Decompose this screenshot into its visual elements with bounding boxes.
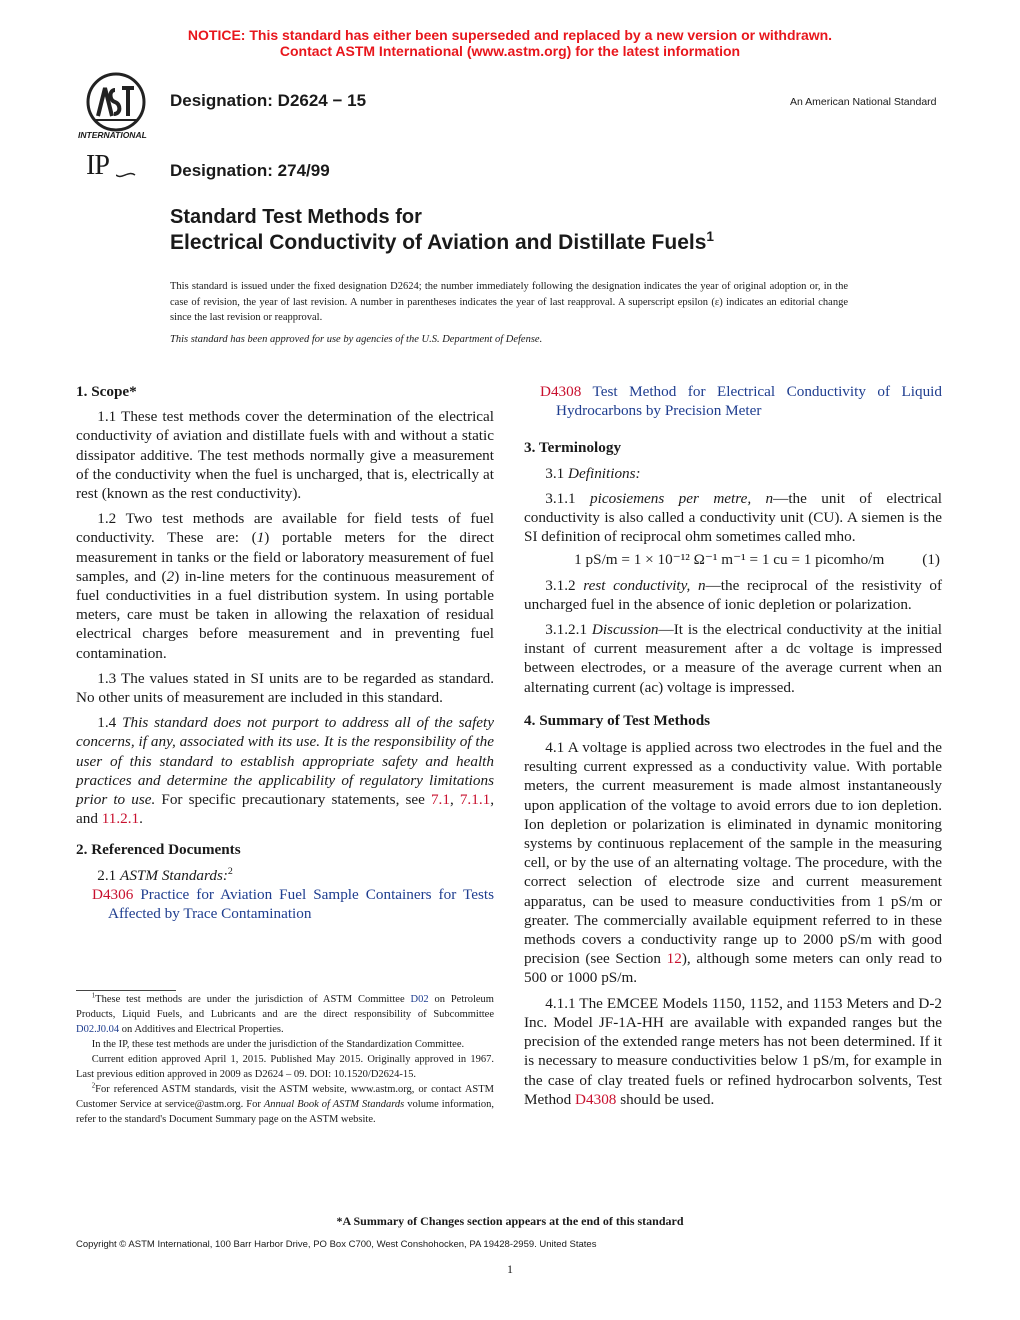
copyright: Copyright © ASTM International, 100 Barr Harbor Drive, PO Box C700, West Conshohocken, PA 19428-2959. United States xyxy=(76,1239,597,1250)
footnote-2: $^2$For referenced ASTM standards, visit the ASTM website, www.astm.org, or contact ASTM Customer Service at service@astm.org. For Annual Book of ASTM Standards volume information, refer to the standard's Document Summary page on the ASTM website. xyxy=(76,1082,494,1125)
footnote-1: $^1$These test methods are under the jurisdiction of ASTM Committee D02 on Petroleum Products, Liquid Fuels, and Lubricants and are the direct responsibility of Subcommittee D02.J0.04 on Additives and Electrical Properties. xyxy=(76,992,494,1035)
right-column xyxy=(524,382,942,1115)
title-text: Electrical Conductivity of Aviation and Distillate Fuels xyxy=(170,231,707,254)
ip-logo xyxy=(86,150,138,184)
para-1-3: 1.3 The values stated in SI units are to be regarded as standard. No other units of measurement are included in this standard. xyxy=(76,669,494,707)
footnote-rule xyxy=(76,990,176,991)
para-3-1-2: 3.1.2 rest conductivity, n—the reciprocal of the resistivity of uncharged fuel in the absence of ionic depletion or polarization. xyxy=(524,576,942,613)
designation-ip: Designation: 274/99 xyxy=(170,161,330,180)
notice-line-2: Contact ASTM International (www.astm.org) for the latest information xyxy=(279,43,741,59)
para-3-1-1: 3.1.1 picosiemens per metre, n—the unit of electrical conductivity is also called a conductivity unit (CU). A siemen is the SI definition of reciprocal ohm sometimes called mho. xyxy=(524,489,942,546)
reference-d4306[interactable]: D4306 Practice for Aviation Fuel Sample Containers for Tests Affected by Trace Contamination xyxy=(92,885,494,923)
footnote-1-edition: Current edition approved April 1, 2015. Published May 2015. Originally approved in 1967. Last previous edition approved in 2009 as D2624 – 09. DOI: 10.1520/D2624-15. xyxy=(76,1054,494,1080)
para-1-4: 1.4 This standard does not purport to address all of the safety concerns, if any, associated with its use. It is the responsibility of the user of this standard to establish appropriate safety and health practices and determine the applicability of regulatory limitations prior to use. For specific precautionary statements, see 7.1, 7.1.1, and 11.2.1. xyxy=(76,714,495,828)
para-4-1: 4.1 A voltage is applied across two electrodes in the fuel and the resulting current expressed as a conductivity value. With portable meters, the current measurement is made almost instantaneously upon application of the voltage to avoid errors due to ion depletion. Ion depletion or polarization is eliminated in dynamic monitoring systems by continuous replacement of the sample in the measuring cell, or by the use of an alternating voltage. The procedure, with the correct selection of electrode size and current measurement apparatus, can be used to measure conductivities from 1 pS/m or greater. The commercially available equipment referred to in these methods covers a conductivity range up to 2000 pS/m with good precision (see Section 12), although some meters can only read to 500 or 1000 pS/m. xyxy=(524,739,942,987)
para-3-1: 3.1 Definitions: xyxy=(545,464,641,482)
para-2-1: 2.1 ASTM Standards:$^2$ xyxy=(97,865,233,884)
page-number: 1 xyxy=(507,1262,513,1276)
left-column xyxy=(76,382,494,923)
link-section-12[interactable]: 12 xyxy=(666,950,682,968)
link-11-2-1[interactable]: 11.2.1 xyxy=(101,810,140,828)
notice-line-1: NOTICE: This standard has either been superseded and replaced by a new version or withdrawn. xyxy=(187,27,833,43)
astm-logo xyxy=(72,70,164,144)
section-4-heading: 4. Summary of Test Methods xyxy=(524,711,711,729)
ip-logo-text: IP xyxy=(86,150,109,181)
para-3-1-2-1: 3.1.2.1 Discussion—It is the electrical conductivity at the initial instant of current measurement after a dc voltage is impressed between electrodes, or a measure of the average current when an alternating current (ac) voltage is impressed. xyxy=(524,621,942,696)
footnotes xyxy=(76,992,494,1127)
title-line-2 xyxy=(170,231,714,255)
title-line-1: Standard Test Methods for xyxy=(170,206,422,228)
para-1-2: 1.2 Two test methods are available for field tests of fuel conductivity. These are: (1) portable meters for the direct measurement in tanks or the field or laboratory measurement of fuel samples, and (2) in-line meters for the continuous measurement of fuel conductivities in a fuel distribution system. In using portable meters, care must be taken in allowing the relaxation of residual electrical charges before measurement and in preventing fuel contamination. xyxy=(76,510,495,662)
link-7-1-1[interactable]: 7.1.1 xyxy=(459,791,491,809)
section-3-heading: 3. Terminology xyxy=(524,439,622,457)
dod-note: This standard has been approved for use by agencies of the U.S. Department of Defense. xyxy=(170,334,543,345)
summary-of-changes-note: *A Summary of Changes section appears at the end of this standard xyxy=(336,1214,684,1228)
astm-logo-text: INTERNATIONAL xyxy=(78,130,147,140)
para-1-1: 1.1 These test methods cover the determination of the electrical conductivity of aviation and distillate fuels with and without a static dissipator additive. The test methods normally give a measurement of the conductivity when the fuel is uncharged, that is, electrically at rest (known as the rest conductivity). xyxy=(76,408,494,503)
title-footnote-mark: 1 xyxy=(706,229,714,244)
issued-note: This standard is issued under the fixed designation D2624; the number immediately following the designation indicates the year of original adoption or, in the case of revision, the year of last revision. A number in parentheses indicates the year of last reapproval. A superscript epsilon (ε) indicates an editorial change since the last revision or reapproval. xyxy=(170,281,848,323)
section-2-heading: 2. Referenced Documents xyxy=(76,841,241,859)
american-national-standard: An American National Standard xyxy=(790,96,937,108)
footnote-1-ip: In the IP, these test methods are under the jurisdiction of the Standardization Committee. xyxy=(91,1039,465,1050)
para-4-1-1: 4.1.1 The EMCEE Models 1150, 1152, and 1153 Meters and D-2 Inc. Model JF-1A-HH are available with expanded ranges but the precision of the extended range meters has not been determined. If it is necessary to measure conductivities below 1 pS/m, for example in the case of clay treated fuels or refined hydrocarbon solvents, Test Method D4308 should be used. xyxy=(524,994,942,1108)
section-1-heading: 1. Scope* xyxy=(76,383,137,400)
link-7-1[interactable]: 7.1 xyxy=(430,791,450,809)
link-d4308[interactable]: D4308 xyxy=(575,1090,617,1108)
equation-1: 1 pS/m = 1 × 10⁻¹² Ω⁻¹ m⁻¹ = 1 cu = 1 picomho/m (1) xyxy=(574,551,940,569)
designation-astm: Designation: D2624 − 15 xyxy=(170,91,367,110)
reference-d4308[interactable]: D4308 Test Method for Electrical Conductivity of Liquid Hydrocarbons by Precision Meter xyxy=(540,383,942,420)
